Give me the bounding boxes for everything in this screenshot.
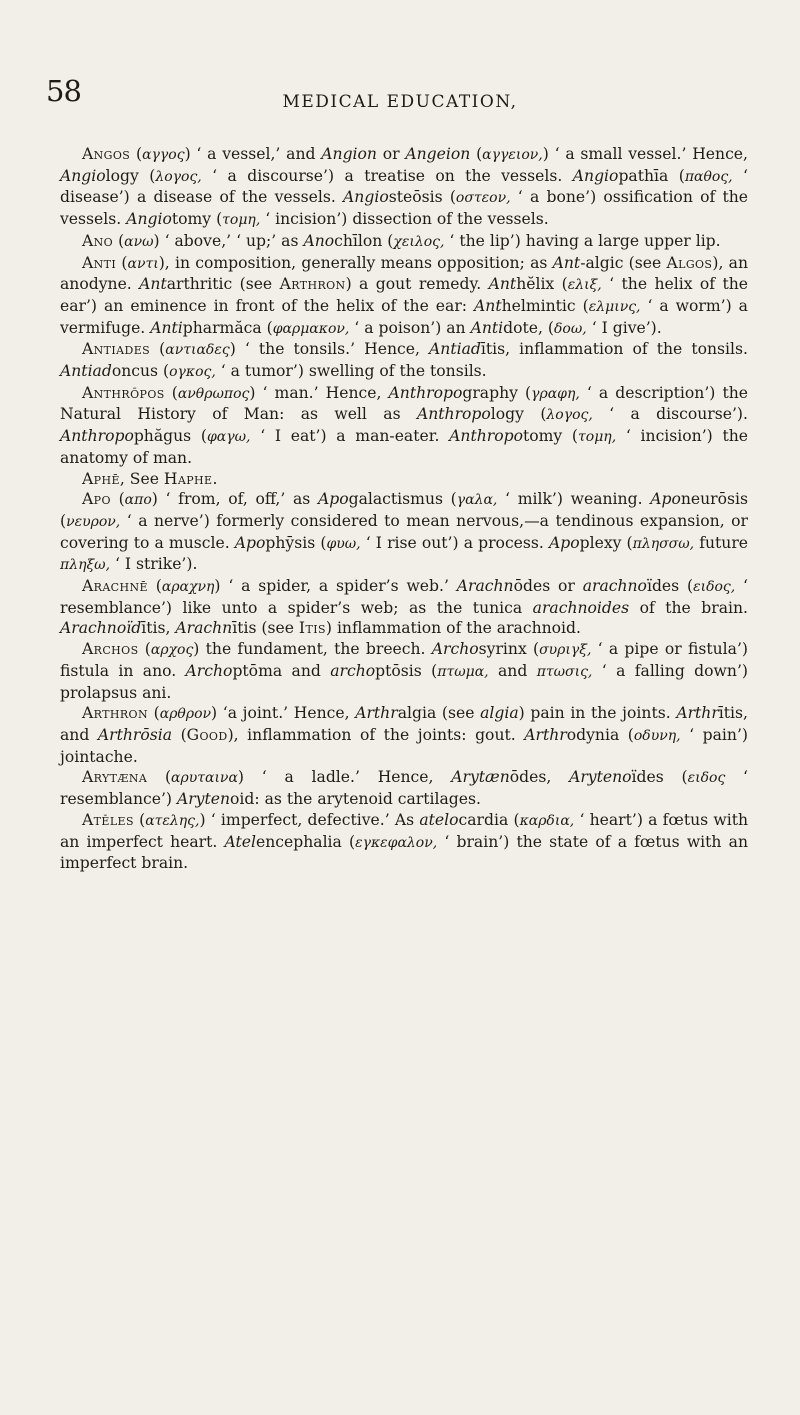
entry-archos: Archos (αρχος) the fundament, the breech. Archosyrinx (συριγξ, ‘ a pipe or fistula’) fistula in ano. Archoptōma and archoptōsis (πτωμα, and πτωσις, ‘ a falling down’) prolapsus ani. [60,640,748,702]
page-number: 58 [46,74,81,108]
entry-anti: Anti (αντι), in composition, generally means opposition; as Ant-algic (see Algos), an anodyne. Antarthritic (see Arthron) a gout remedy. Anthĕlix (ελιξ, ‘ the helix of the ear’) an eminence in front of the helix of the ear: Anthelmintic (ελμινς, ‘ a worm’) a vermifuge. Antipharmăca (φαρμακον, ‘ a poison’) an Antidote, (δοω, ‘ I give’). [60,253,748,337]
entry-arachne: Arachnē (αραχνη) ‘ a spider, a spider’s web.’ Arachnōdes or arachnoïdes (ειδος, ‘ resemblance’) like unto a spider’s web; as the tunica arachnoides of the brain. Arachnoïdītis, Arachnītis (see Itis) inflammation of the arachnoid. [60,577,748,638]
entry-antiades: Antiades (αντιαδες) ‘ the tonsils.’ Hence, Antiadītis, inflammation of the tonsils. Antiadoncus (ογκος, ‘ a tumor’) swelling of the tonsils. [60,340,748,381]
entry-aphe: Aphē, See Haphe. [82,469,218,488]
entry-arytaena: Arytæna (αρυταινα) ‘ a ladle.’ Hence, Arytænōdes, Arytenoïdes (ειδος ‘ resemblance’) Arytenoid: as the arytenoid cartilages. [60,768,749,809]
glossary-body [60,144,748,874]
entry-angos: Angos (αγγος) ‘ a vessel,’ and Angion or Angeion (αγγειον,) ‘ a small vessel.’ Hence, Angiology (λογος, ‘ a discourse’) a treatise on the vessels. Angiopathīa (παθος, ‘ disease’) a disease of the vessels. Angiosteōsis (οστεον, ‘ a bone’) ossification of the vessels. Angiotomy (τομη, ‘ incision’) dissection of the vessels. [60,145,749,229]
entry-arthron: Arthron (αρθρον) ‘a joint.’ Hence, Arthralgia (see algia) pain in the joints. Arthrītis, and Arthrōsia (Good), inflammation of the joints: gout. Arthrodynia (οδυνη, ‘ pain’) jointache. [60,704,748,766]
running-head: MEDICAL EDUCATION, [282,92,518,112]
entry-apo: Apo (απο) ‘ from, of, off,’ as Apogalactismus (γαλα, ‘ milk’) weaning. Aponeurōsis (νευρον, ‘ a nerve’) formerly considered to mean nervous,—a tendinous expansion, or covering to a muscle. Apophȳsis (φυω, ‘ I rise out’) a process. Apoplexy (πλησσω, future πληξω, ‘ I strike’). [60,490,749,574]
entry-ano: Ano (ανω) ‘ above,’ ‘ up;’ as Anochīlon (χειλος, ‘ the lip’) having a large upper lip. [82,231,721,250]
entry-anthropos: Anthrōpos (ανθρωπος) ‘ man.’ Hence, Anthropography (γραφη, ‘ a description’) the Natural History of Man: as well as Anthropology (λογος, ‘ a discourse’). Anthropophăgus (φαγω, ‘ I eat’) a man-eater. Anthropotomy (τομη, ‘ incision’) the anatomy of man. [60,383,749,467]
entry-ateles: Atĕles (ατελης,) ‘ imperfect, defective.’ As atelocardia (καρδια, ‘ heart’) a fœtus with an imperfect heart. Atelencephalia (εγκεφαλον, ‘ brain’) the state of a fœtus with an imperfect brain. [60,810,749,873]
